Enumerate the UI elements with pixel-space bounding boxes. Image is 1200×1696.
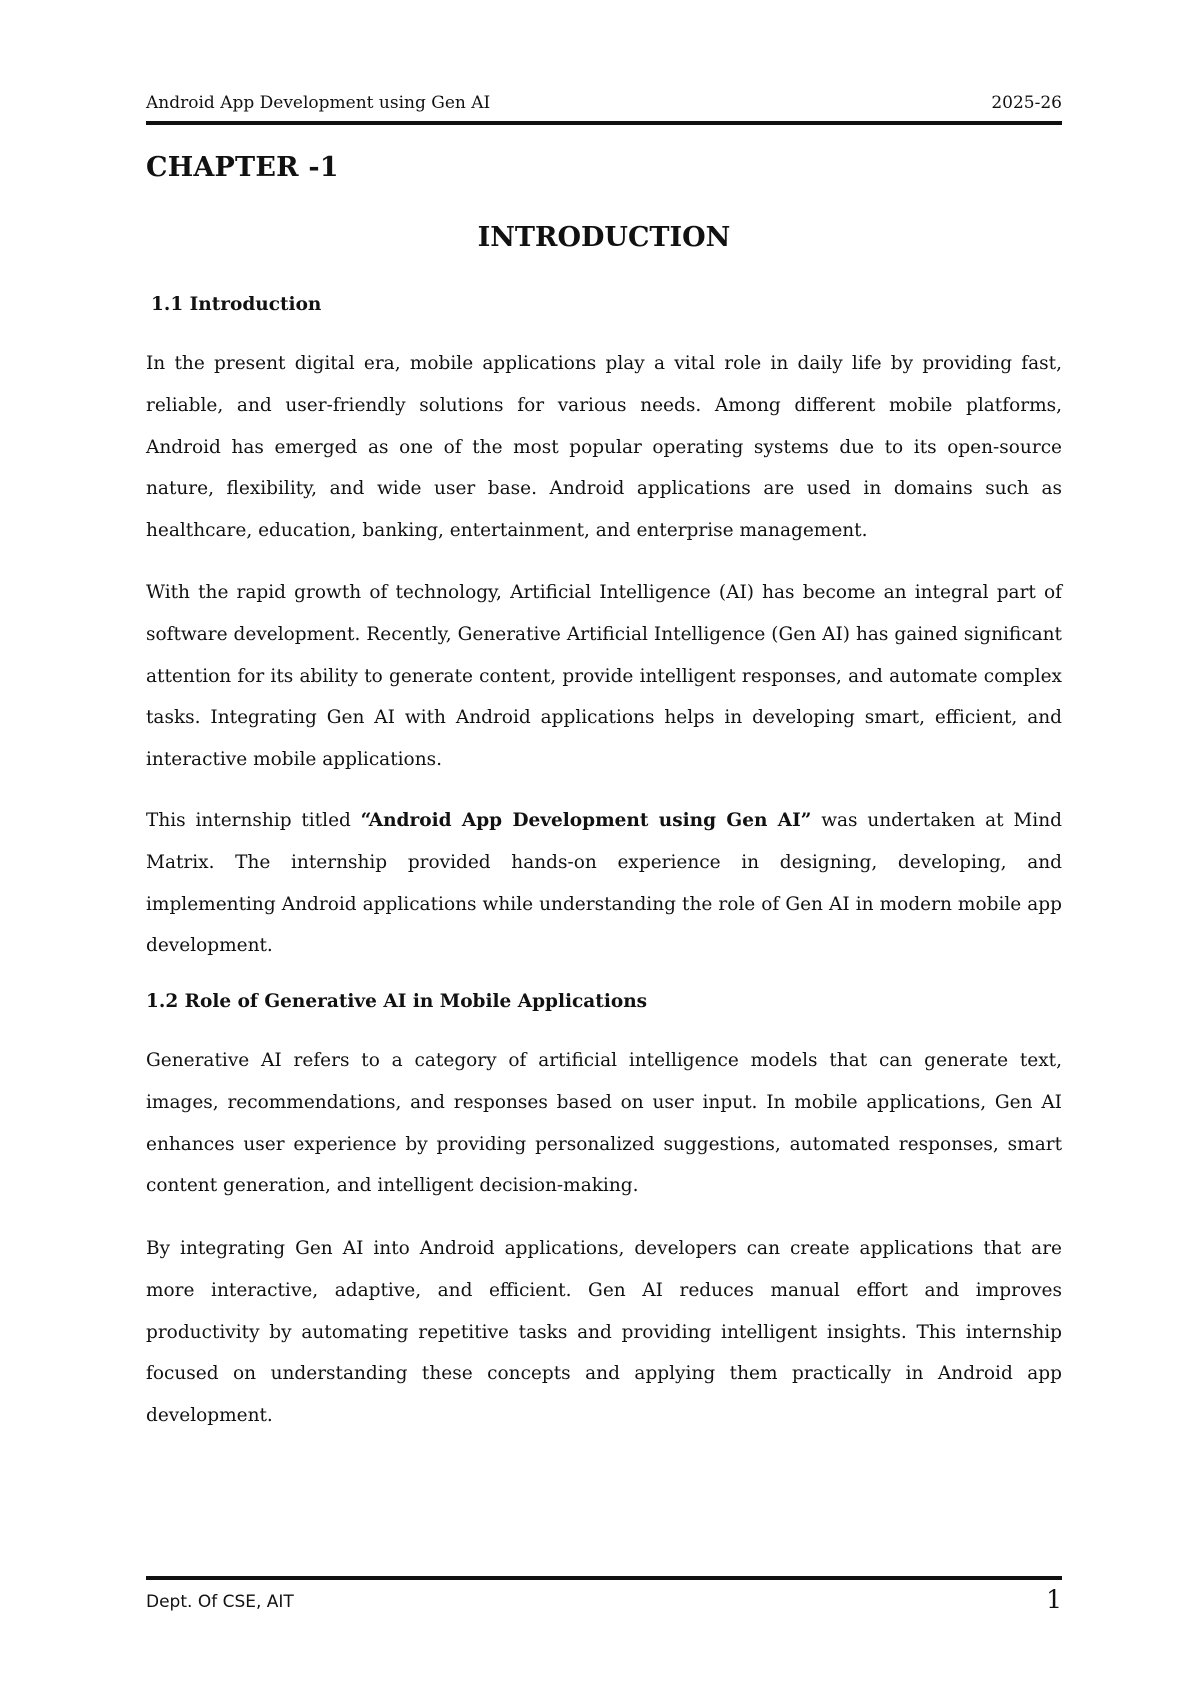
section-heading-role-of-gen-ai: 1.2 Role of Generative AI in Mobile Applications bbox=[146, 991, 648, 1012]
role-paragraph-1: Generative AI refers to a category of artificial intelligence models that can generate text, images, recommendations, and responses based on user input. In mobile applications, Gen AI enhances user experience by providing personalized suggestions, automated responses, smart content generation, and intelligent decision-making. bbox=[146, 1050, 1062, 1197]
page-header bbox=[146, 92, 1062, 114]
footer-department: Dept. Of CSE, AIT bbox=[146, 1592, 294, 1612]
intro-paragraph-2: With the rapid growth of technology, Artificial Intelligence (AI) has become an integral part of software development. Recently, Generative Artificial Intelligence (Gen AI) has gained significant attention for its ability to generate content, provide intelligent responses, and automate complex tasks. Integrating Gen AI with Android applications helps in developing smart, efficient, and interactive mobile applications. bbox=[146, 582, 1062, 771]
page-number: 1 bbox=[1046, 1585, 1062, 1614]
page-footer bbox=[146, 1586, 1062, 1614]
chapter-label: CHAPTER -1 bbox=[146, 152, 339, 183]
role-paragraph-2: By integrating Gen AI into Android applications, developers can create applications that are more interactive, adaptive, and efficient. Gen AI reduces manual effort and improves productivity by automating repetitive tasks and providing intelligent insights. This internship focused on understanding these concepts and applying them practically in Android app development. bbox=[146, 1238, 1062, 1427]
header-year: 2025-26 bbox=[991, 93, 1062, 113]
header-rule bbox=[146, 121, 1062, 125]
header-title: Android App Development using Gen AI bbox=[146, 93, 491, 113]
footer-rule bbox=[146, 1576, 1062, 1580]
chapter-title: INTRODUCTION bbox=[477, 222, 731, 253]
internship-text-before: This internship titled bbox=[146, 810, 361, 831]
internship-title-bold: “Android App Development using Gen AI” bbox=[360, 810, 812, 831]
internship-text-after: was undertaken at Mind Matrix. The internship provided hands-on experience in designing, developing, and implementing Android applications while understanding the role of Gen AI in modern mobile app development. bbox=[146, 810, 1062, 957]
section-heading-intro: 1.1 Introduction bbox=[151, 294, 322, 315]
internship-paragraph bbox=[146, 800, 1062, 967]
intro-paragraph-1: In the present digital era, mobile applications play a vital role in daily life by providing fast, reliable, and user-friendly solutions for various needs. Among different mobile platforms, Android has emerged as one of the most popular operating systems due to its open-source nature, flexibility, and wide user base. Android applications are used in domains such as healthcare, education, banking, entertainment, and enterprise management. bbox=[146, 353, 1062, 542]
